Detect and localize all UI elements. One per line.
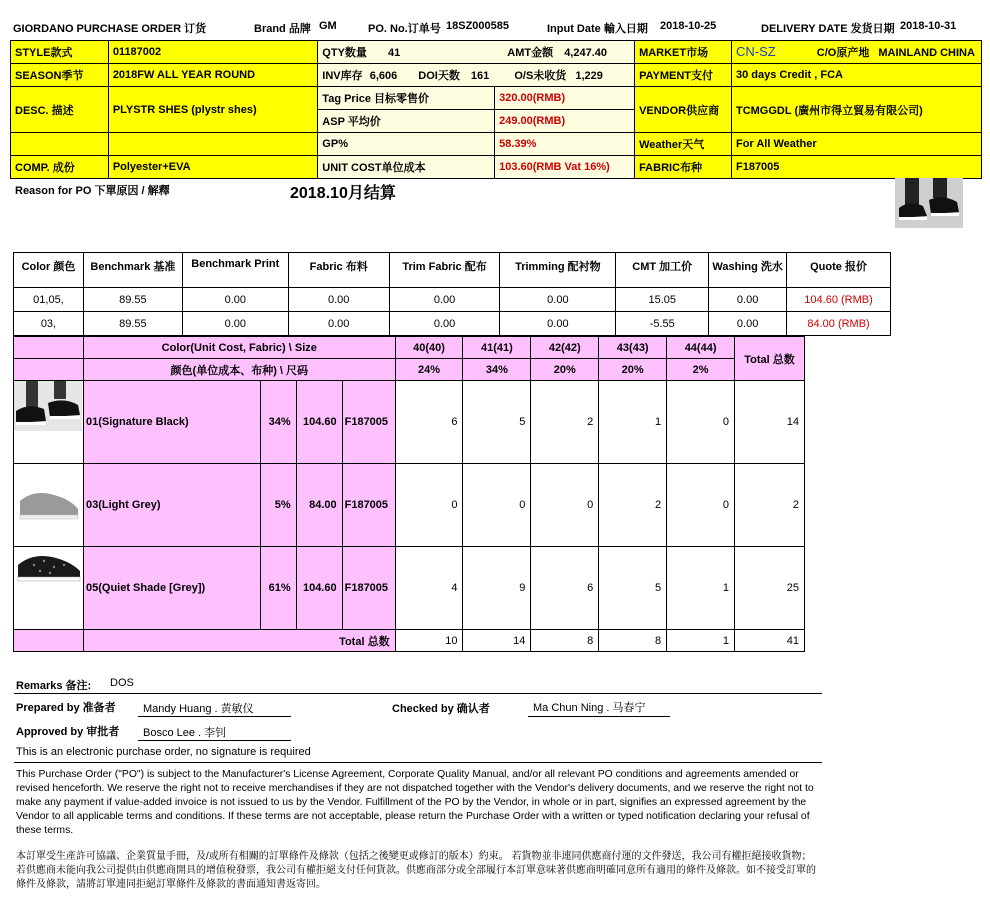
- quote-cell: -5.55: [616, 312, 709, 336]
- quote-cell: 0.00: [709, 288, 787, 312]
- quote-header: Trimming 配衬物: [500, 253, 616, 288]
- qty-label: QTY数量: [322, 47, 367, 59]
- checked-value: Ma Chun Ning . 马春宁: [533, 702, 646, 714]
- total-label: Total 总数: [83, 630, 395, 652]
- qty-cell: 0: [395, 464, 463, 547]
- qty-cell: 9: [463, 547, 531, 630]
- style-label: STYLE款式: [11, 41, 109, 64]
- quote-header: Color 颜色: [14, 253, 84, 288]
- quote-cell: 0.00: [389, 288, 500, 312]
- doi-label: DOI天数: [418, 70, 460, 82]
- qty-cell: 6: [395, 381, 463, 464]
- total-header: Total 总数: [735, 337, 805, 381]
- qty-cell: 0: [667, 464, 735, 547]
- grey-shoe-icon: [14, 479, 82, 529]
- quote-price: 84.00 (RMB): [787, 312, 891, 336]
- quote-header: Fabric 布料: [288, 253, 389, 288]
- input-date-value: 2018-10-25: [660, 20, 717, 32]
- size-label: 41(41): [463, 337, 531, 359]
- product-pct: 61%: [260, 547, 296, 630]
- electronic-note: This is an electronic purchase order, no signature is required: [16, 746, 311, 758]
- quote-cell: 01,05,: [14, 288, 84, 312]
- table-row: [14, 547, 805, 630]
- prepared-value: Mandy Huang . 黄敏仪: [143, 703, 254, 715]
- product-image-cell: [14, 464, 84, 547]
- quote-cell: 0.00: [389, 312, 500, 336]
- quote-cell: 89.55: [83, 288, 182, 312]
- checked-label: Checked by 确认者: [392, 703, 490, 715]
- empty-label-cell: [11, 133, 109, 156]
- product-pct: 34%: [260, 381, 296, 464]
- product-fabric: F187005: [342, 464, 395, 547]
- product-name: 05(Quiet Shade [Grey]): [83, 547, 260, 630]
- table-row: [14, 312, 891, 336]
- quote-header: Benchmark 基准: [83, 253, 182, 288]
- size-label: 44(44): [667, 337, 735, 359]
- po-number-value: 18SZ000585: [446, 20, 509, 32]
- weather-value: For All Weather: [731, 133, 981, 156]
- header-blank: [14, 359, 84, 381]
- product-fabric: F187005: [342, 381, 395, 464]
- qty-cell: 0: [463, 464, 531, 547]
- payment-label: PAYMENT支付: [635, 64, 732, 87]
- inv-label: INV库存: [322, 70, 363, 82]
- quote-cell: 0.00: [182, 312, 288, 336]
- asp-value: 249.00(RMB): [495, 110, 635, 133]
- tag-price-value: 320.00(RMB): [495, 87, 635, 110]
- brand-value: GM: [319, 20, 337, 32]
- market-cell: [731, 41, 981, 64]
- fabric-value: F187005: [731, 156, 981, 179]
- quote-cell: 0.00: [709, 312, 787, 336]
- quote-cell: 03,: [14, 312, 84, 336]
- total-row: [14, 630, 805, 652]
- po-title: GIORDANO PURCHASE ORDER 订货: [13, 23, 207, 35]
- os-value: 1,229: [575, 70, 603, 82]
- product-fabric: F187005: [342, 547, 395, 630]
- style-value: 01187002: [108, 41, 317, 64]
- product-image-cell: [14, 547, 84, 630]
- desc-value: PLYSTR SHES (plystr shes): [108, 87, 317, 133]
- row-total: 2: [735, 464, 805, 547]
- row-total: 25: [735, 547, 805, 630]
- qty-cell: 2: [599, 464, 667, 547]
- input-date-label: Input Date 輸入日期: [547, 23, 648, 35]
- quote-header: Benchmark Print: [182, 253, 288, 288]
- brand-label: Brand 品牌: [254, 23, 311, 35]
- market-label: MARKET市场: [635, 41, 732, 64]
- origin-label: C/O原产地: [816, 47, 870, 59]
- total-blank: [14, 630, 84, 652]
- origin-value: MAINLAND CHINA: [878, 47, 975, 59]
- divider: [14, 693, 822, 694]
- approved-value: Bosco Lee . 李钊: [143, 727, 227, 739]
- doi-value: 161: [470, 70, 490, 82]
- product-image-cell: [14, 381, 84, 464]
- quote-header: Washing 洗水: [709, 253, 787, 288]
- reason-value: 2018.10月结算: [290, 185, 396, 202]
- po-info-table: [10, 40, 982, 179]
- empty-value-cell: [108, 133, 317, 156]
- size-ratio: 2%: [667, 359, 735, 381]
- qty-cell: 5: [463, 381, 531, 464]
- quote-cell: 0.00: [182, 288, 288, 312]
- divider: [14, 762, 822, 763]
- qty-cell: 0: [531, 464, 599, 547]
- qty-cell: 6: [531, 547, 599, 630]
- quote-cell: 89.55: [83, 312, 182, 336]
- signature-line: [138, 716, 291, 717]
- signature-line: [528, 716, 670, 717]
- size-total: 10: [395, 630, 463, 652]
- market-value: CN-SZ: [735, 44, 776, 59]
- quote-cell: 0.00: [500, 288, 616, 312]
- fabric-label: FABRIC布种: [635, 156, 732, 179]
- size-total: 8: [531, 630, 599, 652]
- size-header-line1: Color(Unit Cost, Fabric) \ Size: [83, 337, 395, 359]
- terms-chinese: 本訂單受生產許可協議、企業質量手冊，及/或所有相關的訂單條件及條款（包括之後變更或修訂的版本）約束。 若貨物並非連同供應商付運的文件發送，我公司有權拒絕接收貨物；若供應商未能向我公司提供由供應商開具的增值稅發票，我公司有權拒絕支付任何貨款。供應商部分或全部履行本訂單意味著供應商明確同意所有適用的條件及條款。如不接受訂單的條件及條款，請將訂單連同拒絕訂單條件及條款的書面通知書返寄回。: [16, 851, 816, 890]
- desc-label: DESC. 描述: [11, 87, 109, 133]
- po-number-label: PO. No.订单号: [368, 23, 441, 35]
- tag-price-label: Tag Price 目标零售价: [318, 87, 495, 110]
- table-row: [14, 464, 805, 547]
- table-row: [14, 288, 891, 312]
- quote-price: 104.60 (RMB): [787, 288, 891, 312]
- remarks-value: DOS: [110, 677, 134, 689]
- product-name: 03(Light Grey): [83, 464, 260, 547]
- size-label: 43(43): [599, 337, 667, 359]
- season-value: 2018FW ALL YEAR ROUND: [108, 64, 317, 87]
- os-label: O/S未收货: [514, 70, 567, 82]
- header-blank: [14, 337, 84, 359]
- reason-label: Reason for PO 下單原因 / 解釋: [15, 185, 170, 197]
- amt-label: AMT金额: [507, 47, 554, 59]
- size-breakdown-table: [13, 336, 805, 652]
- qty-cell: 0: [667, 381, 735, 464]
- quote-header: Trim Fabric 配布: [389, 253, 500, 288]
- size-header-line2: 颜色(单位成本、布种) \ 尺码: [83, 359, 395, 381]
- payment-value: 30 days Credit , FCA: [731, 64, 981, 87]
- product-cost: 104.60: [296, 381, 342, 464]
- size-label: 40(40): [395, 337, 463, 359]
- table-row: [14, 381, 805, 464]
- size-label: 42(42): [531, 337, 599, 359]
- grand-total: 41: [735, 630, 805, 652]
- shoe-photo-icon: [895, 178, 963, 228]
- season-label: SEASON季节: [11, 64, 109, 87]
- qty-cell: 5: [599, 547, 667, 630]
- unit-cost-value: 103.60(RMB Vat 16%): [495, 156, 635, 179]
- terms-english: This Purchase Order ("PO") is subject to the Manufacturer's License Agreement, Corporate Quality Manual, and/or all relevant PO conditions and agreements amended or revised henceforth. We reserve the right not to receive merchandises if they are not dispatched together with the Vendor's delivery documents, and we reserve the right not to make any payment if value-added invoice is not issued to us by the Vendor. Fulfillment of the PO by the Vendor, in whole or in part, signifies an expressed agreement by the Vendor to all applicable terms and conditions. If these terms are not acceptable, please return the Purchase Order with a written or typed notification declaring your refusal of these terms.: [16, 769, 814, 836]
- speckled-shoe-icon: [14, 547, 82, 589]
- qty-cell: 2: [531, 381, 599, 464]
- delivery-date-value: 2018-10-31: [900, 20, 957, 32]
- gp-label: GP%: [318, 133, 495, 156]
- size-total: 8: [599, 630, 667, 652]
- size-ratio: 24%: [395, 359, 463, 381]
- quote-table: [13, 252, 891, 336]
- comp-value: Polyester+EVA: [108, 156, 317, 179]
- approved-label: Approved by 审批者: [16, 726, 120, 738]
- weather-label: Weather天气: [635, 133, 732, 156]
- unit-cost-label: UNIT COST单位成本: [318, 156, 495, 179]
- vendor-value: TCMGGDL (廣州市得立貿易有限公司): [731, 87, 981, 133]
- product-cost: 84.00: [296, 464, 342, 547]
- inventory-cell: [318, 64, 635, 87]
- row-total: 14: [735, 381, 805, 464]
- prepared-label: Prepared by 准备者: [16, 702, 116, 714]
- size-ratio: 20%: [599, 359, 667, 381]
- inv-value: 6,606: [369, 70, 398, 82]
- qty-amt-cell: [318, 41, 635, 64]
- product-name: 01(Signature Black): [83, 381, 260, 464]
- gp-value: 58.39%: [495, 133, 635, 156]
- size-ratio: 34%: [463, 359, 531, 381]
- vendor-label: VENDOR供应商: [635, 87, 732, 133]
- quote-cell: 0.00: [288, 288, 389, 312]
- size-total: 14: [463, 630, 531, 652]
- comp-label: COMP. 成份: [11, 156, 109, 179]
- quote-header: Quote 报价: [787, 253, 891, 288]
- quote-header: CMT 加工价: [616, 253, 709, 288]
- remarks-label: Remarks 备注:: [16, 680, 92, 692]
- product-cost: 104.60: [296, 547, 342, 630]
- qty-value: 41: [387, 47, 401, 59]
- quote-cell: 0.00: [500, 312, 616, 336]
- product-pct: 5%: [260, 464, 296, 547]
- qty-cell: 4: [395, 547, 463, 630]
- product-thumbnail: [895, 178, 963, 228]
- size-total: 1: [667, 630, 735, 652]
- quote-cell: 15.05: [616, 288, 709, 312]
- size-ratio: 20%: [531, 359, 599, 381]
- black-shoe-icon: [14, 381, 82, 431]
- asp-label: ASP 平均价: [318, 110, 495, 133]
- delivery-date-label: DELIVERY DATE 发货日期: [761, 23, 895, 35]
- qty-cell: 1: [599, 381, 667, 464]
- quote-cell: 0.00: [288, 312, 389, 336]
- amt-value: 4,247.40: [564, 47, 608, 59]
- qty-cell: 1: [667, 547, 735, 630]
- signature-line: [138, 740, 291, 741]
